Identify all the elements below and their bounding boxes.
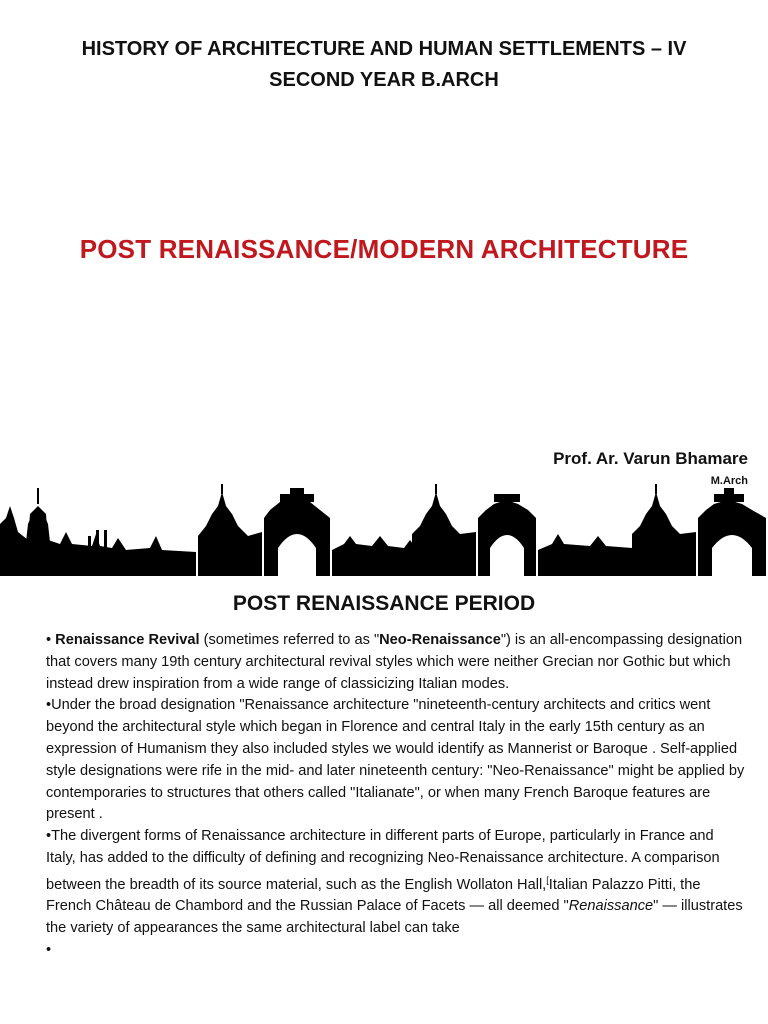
course-title — [0, 34, 768, 96]
paragraph-3-text-b: Italian Palazzo Pitti, the French Château de Chambord and the Russian Palace of Facets — all deemed " — [46, 876, 701, 915]
course-title-line1: HISTORY OF ARCHITECTURE AND HUMAN SETTLEMENTS – IV — [81, 38, 687, 60]
content-slide — [0, 578, 768, 1024]
paragraph-1-text-a: (sometimes referred to as " — [199, 632, 380, 648]
author-block — [553, 449, 748, 487]
term-neo-renaissance: Neo-Renaissance — [379, 632, 501, 648]
paragraph-1-text-b: ") is an all-encompassing designation that covers many 19th century architectural revival styles which were neither Grecian nor Gothic but which instead drew inspiration from a wide range of classicizing Italian modes. — [46, 632, 743, 692]
citation-mark: [ — [546, 874, 549, 885]
term-renaissance-revival: Renaissance Revival — [55, 632, 200, 648]
paragraph-3-text-a: •The divergent forms of Renaissance architecture in different parts of Europe, particularly in France and Italy, has added to the difficulty of defining and recognizing Neo-Renaissance architecture. A comparison between the breadth of its source material, such as the English Wollaton Hall, — [46, 828, 720, 893]
paragraph-1 — [46, 630, 746, 695]
paragraph-4: • — [46, 942, 52, 959]
author-degree: M.Arch — [710, 475, 748, 487]
section-heading: POST RENAISSANCE PERIOD — [232, 592, 536, 615]
term-renaissance-italic: Renaissance — [568, 898, 654, 915]
body-text — [46, 630, 746, 962]
course-title-line2: SECOND YEAR B.ARCH — [269, 69, 499, 91]
author-name: Prof. Ar. Varun Bhamare — [553, 449, 748, 468]
main-title: POST RENAISSANCE/MODERN ARCHITECTURE — [79, 234, 689, 264]
paragraph-2: •Under the broad designation "Renaissance architecture "nineteenth-century architects and critics went beyond the architectural style which began in Florence and central Italy in the early 15th century as an expression of Humanism they also included styles we would identify as Mannerist or Baroque . Self-applied style designations were rife in the mid- and later nineteenth century: "Neo-Renaissance" might be applied by contemporaries to structures that others called "Italianate", or when many French Baroque features are present . — [46, 697, 745, 823]
bullet: • — [46, 632, 56, 648]
paragraph-3 — [46, 826, 746, 940]
paragraph-3-text-c: " — illustrates the variety of appearances the same architectural label can take — [46, 898, 743, 937]
skyline-silhouette — [0, 484, 768, 578]
